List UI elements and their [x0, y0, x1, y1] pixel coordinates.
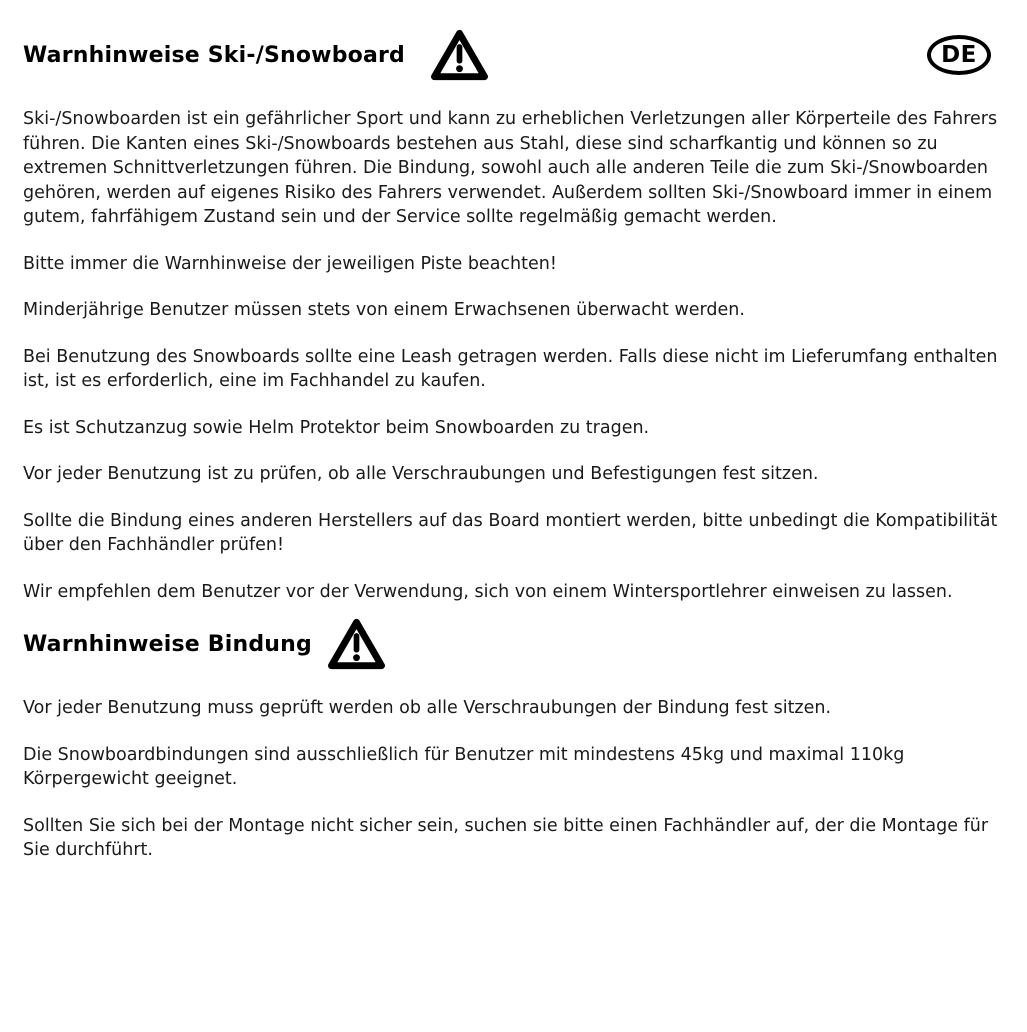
paragraph-binding-check: Vor jeder Benutzung muss geprüft werden ob alle Verschraubungen der Bindung fest sitzen. — [23, 698, 832, 718]
paragraph-weight-range: Die Snowboardbindungen sind ausschließlich für Benutzer mit mindestens 45kg und maximal 110kg Körpergewicht geeignet. — [23, 744, 905, 789]
paragraph-mounting-dealer: Sollten Sie sich bei der Montage nicht sicher sein, suchen sie bitte einen Fachhändler auf, der die Montage für Sie durchführt. — [23, 815, 989, 860]
section-title-bindung: Warnhinweise Bindung — [23, 632, 312, 657]
section-header-ski-snowboard — [23, 43, 1003, 83]
paragraph-leash: Bei Benutzung des Snowboards sollte eine Leash getragen werden. Falls diese nicht im Lieferumfang enthalten ist, ist es erforderlich, eine im Fachhandel zu kaufen. — [23, 346, 998, 391]
paragraph-minors-supervision: Minderjährige Benutzer müssen stets von einem Erwachsenen überwacht werden. — [23, 300, 745, 320]
paragraph-instructor-recommendation: Wir empfehlen dem Benutzer vor der Verwendung, sich von einem Wintersportlehrer einweisen zu lassen. — [23, 581, 953, 602]
paragraph-protective-gear: Es ist Schutzanzug sowie Helm Protektor beim Snowboarden zu tragen. — [23, 417, 650, 438]
paragraph-piste-warnings: Bitte immer die Warnhinweise der jeweiligen Piste beachten! — [23, 253, 557, 274]
warning-triangle-icon — [431, 27, 488, 83]
warning-triangle-icon — [328, 616, 385, 672]
section-header-bindung — [23, 632, 1003, 672]
paragraph-check-screws: Vor jeder Benutzung ist zu prüfen, ob alle Verschraubungen und Befestigungen fest sitzen. — [23, 464, 819, 484]
paragraph-binding-compatibility: Sollte die Bindung eines anderen Herstellers auf das Board montiert werden, bitte unbedingt die Kompatibilität über den Fachhändler prüfen! — [23, 510, 998, 555]
section-title-ski-snowboard: Warnhinweise Ski-/Snowboard — [23, 43, 405, 68]
paragraph-general-risk: Ski-/Snowboarden ist ein gefährlicher Sport und kann zu erheblichen Verletzungen aller Körperteile des Fahrers führen. Die Kanten eines Ski-/Snowboards bestehen aus Stahl, diese sind scharfkantig und können so zu extremen Schnittverletzungen führen. Die Bindung, sowohl auch alle anderen Teile die zum Ski-/Snowboarden gehören, werden auf eigenes Risiko des Fahrers verwendet. Außerdem sollten Ski-/Snowboard immer in einem gutem, fahrfähigem Zustand sein und der Service sollte regelmäßig gemacht werden. — [23, 109, 998, 227]
language-badge-label: DE — [941, 41, 977, 68]
language-badge — [927, 35, 991, 75]
